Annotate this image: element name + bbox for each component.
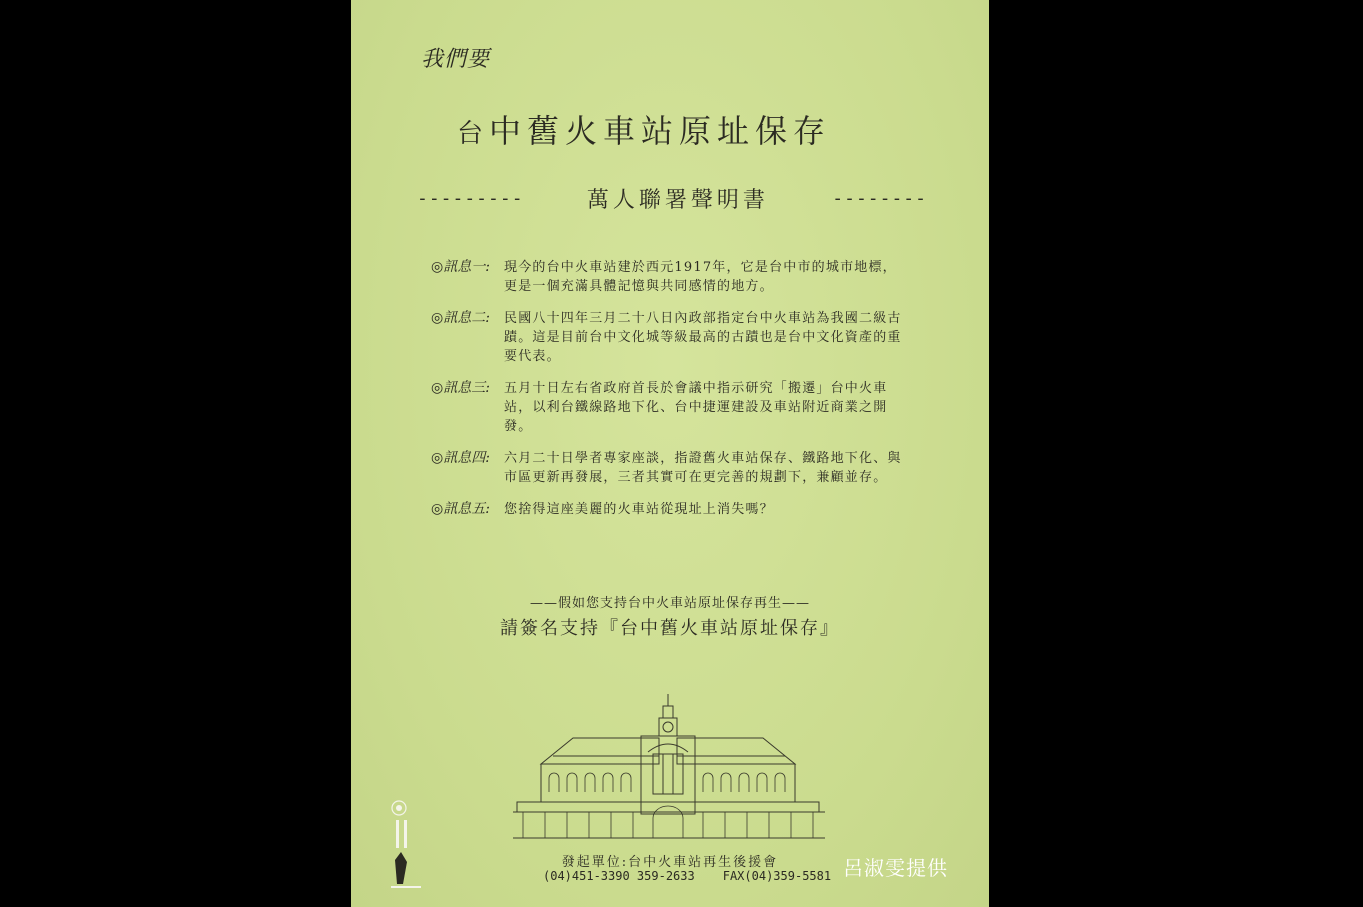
main-title-first-char: 台 — [457, 119, 490, 149]
subtitle-row — [417, 183, 927, 214]
call-to-action-sign: 請簽名支持『台中舊火車站原址保存』 — [500, 618, 840, 639]
main-title — [457, 106, 831, 152]
message-label: ◎訊息二: — [431, 310, 490, 326]
message-item — [431, 309, 911, 366]
dash-left: --------- — [417, 188, 524, 209]
station-illustration — [513, 692, 829, 842]
message-label: ◎訊息一: — [431, 259, 490, 275]
fax-number: FAX(04)359-5581 — [722, 869, 832, 883]
message-text: 民國八十四年三月二十八日內政部指定台中火車站為我國二級古蹟。這是目前台中文化城等級最高的古蹟也是台中文化資產的重要代表。 — [504, 311, 902, 364]
message-label: ◎訊息五: — [431, 501, 490, 517]
sponsor-line: 發起單位:台中火車站再生後援會 — [561, 855, 779, 870]
message-label: ◎訊息四: — [431, 450, 490, 466]
phone-numbers: (04)451-3390 359-2633 — [543, 869, 695, 883]
message-item — [431, 379, 911, 436]
flyer-sheet — [351, 0, 989, 907]
call-to-action-line: ——假如您支持台中火車站原址保存再生—— — [529, 596, 810, 611]
photo-credit: 呂淑雯提供 — [843, 856, 948, 880]
organization-logo-icon — [389, 800, 425, 890]
dash-right: -------- — [832, 188, 927, 209]
message-item — [431, 500, 911, 519]
subtitle: 萬人聯署聲明書 — [586, 188, 769, 213]
kicker-text: 我們要 — [421, 47, 491, 72]
message-list — [431, 258, 911, 532]
message-item — [431, 449, 911, 487]
message-text: 您捨得這座美麗的火車站從現址上消失嗎？ — [504, 502, 774, 517]
message-text: 五月十日左右省政府首長於會議中指示研究「搬遷」台中火車站，以利台鐵線路地下化、台中捷運建設及車站附近商業之開發。 — [504, 381, 888, 434]
main-title-rest: 中舊火車站原址保存 — [489, 112, 832, 150]
contact-line — [543, 869, 831, 883]
message-text: 六月二十日學者專家座談，指證舊火車站保存、鐵路地下化、與市區更新再發展，三者其實可在更完善的規劃下，兼顧並存。 — [504, 451, 902, 485]
message-text: 現今的台中火車站建於西元1917年，它是台中市的城市地標，更是一個充滿具體記憶與共同感情的地方。 — [504, 260, 897, 294]
message-item — [431, 258, 911, 296]
message-label: ◎訊息三: — [431, 380, 490, 396]
